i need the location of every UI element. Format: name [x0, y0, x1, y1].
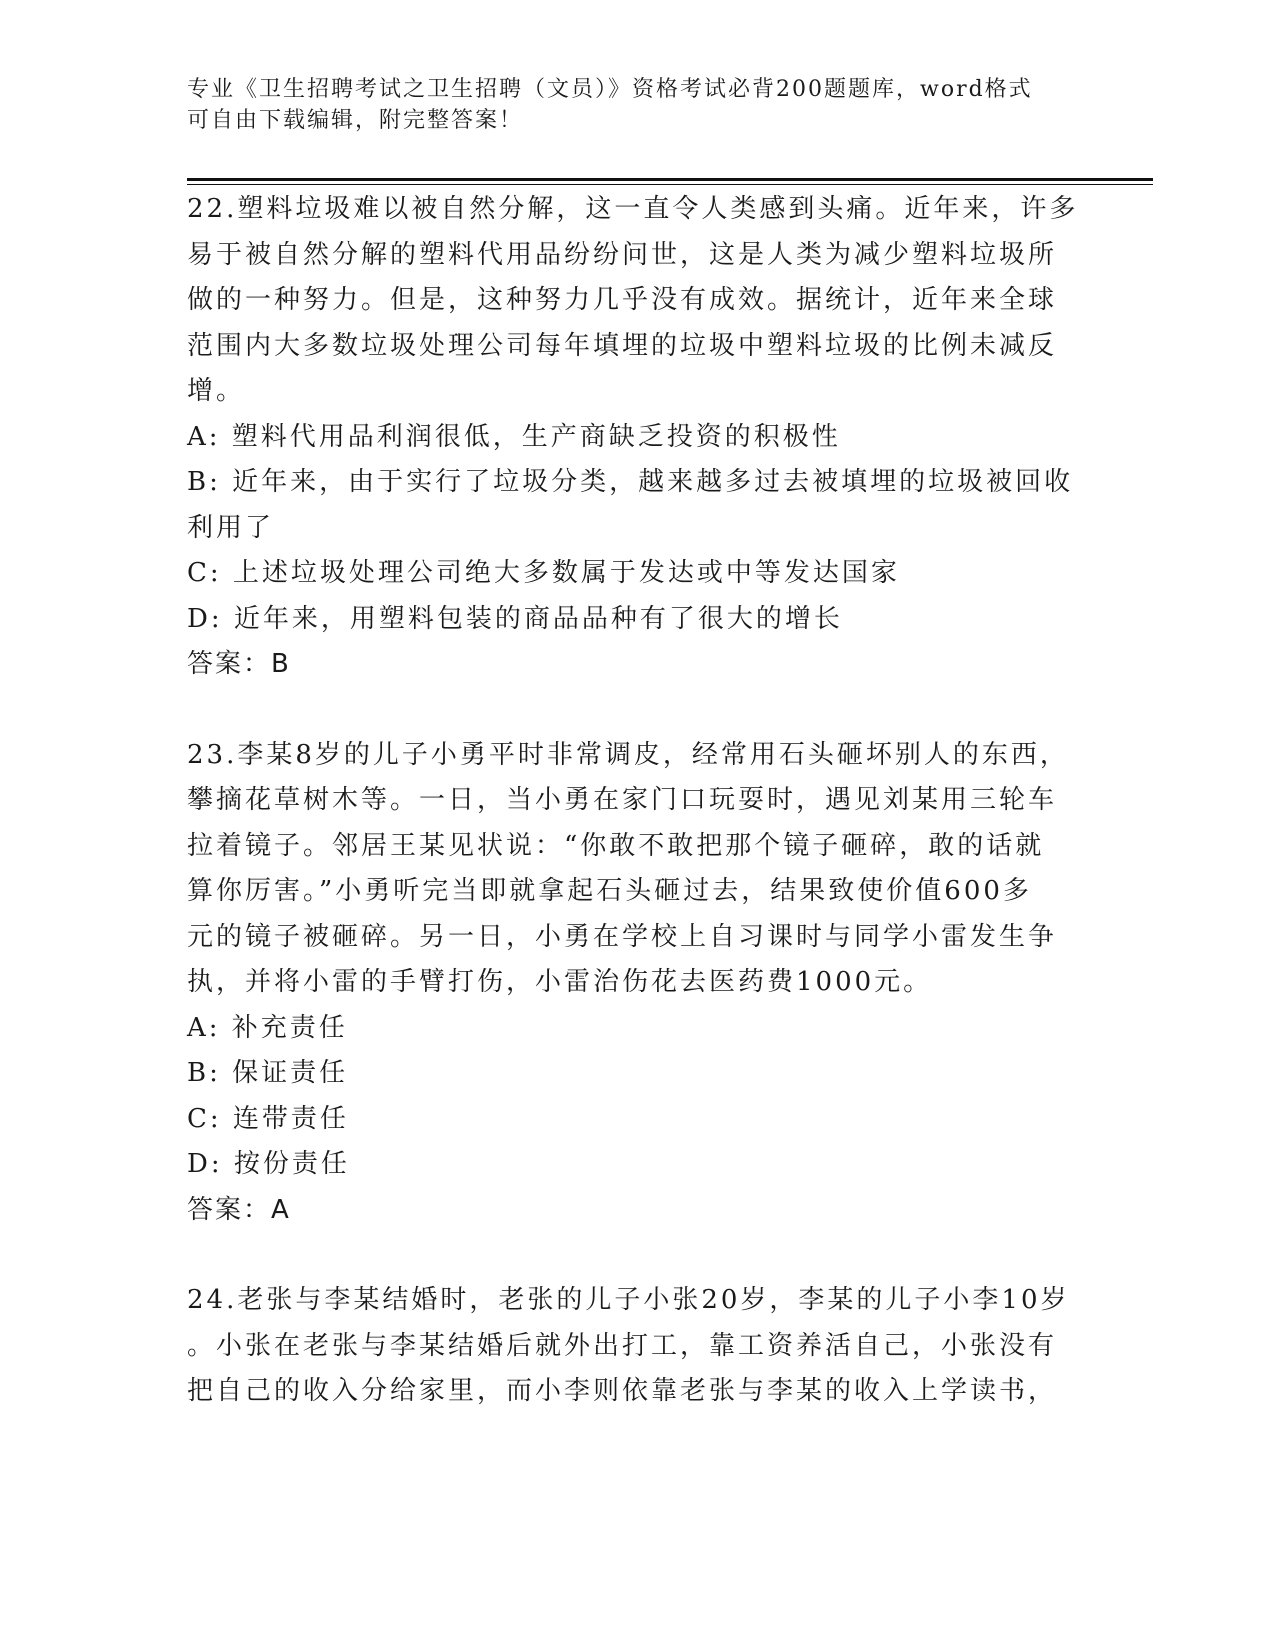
question-22: [187, 187, 1087, 688]
option-c: C: 上述垃圾处理公司绝大多数属于发达或中等发达国家: [187, 558, 900, 588]
option-d: D: 近年来，用塑料包装的商品品种有了很大的增长: [187, 603, 843, 634]
question-stem-line: 把自己的收入分给家里，而小李则依靠老张与李某的收入上学读书，: [187, 1376, 1058, 1406]
question-stem-line: 24.老张与李某结婚时，老张的儿子小张20岁，李某的儿子小李10岁: [187, 1285, 1070, 1315]
header-divider-thick: [187, 178, 1153, 181]
question-stem-line: 算你厉害。”小勇听完当即就拿起石头砸过去，结果致使价值600多: [187, 876, 1032, 906]
header-title-line-2: 可自由下载编辑，附完整答案！: [187, 108, 524, 133]
question-stem-line: 元的镜子被砸碎。另一日，小勇在学校上自习课时与同学小雷发生争: [187, 921, 1058, 952]
question-stem-line: 易于被自然分解的塑料代用品纷纷问世，这是人类为减少塑料垃圾所: [187, 239, 1058, 270]
question-stem-line: 做的一种努力。但是，这种努力几乎没有成效。据统计，近年来全球: [187, 285, 1058, 315]
question-23: [187, 733, 1087, 1234]
document-header: [187, 74, 1067, 136]
option-b-continued: 利用了: [187, 512, 275, 543]
answer-label: 答案：A: [187, 1194, 291, 1225]
question-gap: [187, 688, 1087, 733]
option-a: A: 补充责任: [187, 1012, 348, 1043]
question-stem-line: 拉着镜子。邻居王某见状说：“你敢不敢把那个镜子砸碎，敢的话就: [187, 830, 1045, 861]
question-stem-line: 范围内大多数垃圾处理公司每年填埋的垃圾中塑料垃圾的比例未减反: [187, 330, 1058, 361]
question-stem-line: 22.塑料垃圾难以被自然分解，这一直令人类感到头痛。近年来，许多: [187, 194, 1079, 224]
option-c: C: 连带责任: [187, 1103, 349, 1134]
question-24: [187, 1278, 1087, 1415]
header-title-line-1: 专业《卫生招聘考试之卫生招聘（文员）》资格考试必背200题题库，word格式: [187, 77, 1033, 102]
question-stem-line: 。小张在老张与李某结婚后就外出打工，靠工资养活自己，小张没有: [187, 1330, 1058, 1361]
option-d: D: 按份责任: [187, 1149, 350, 1179]
answer-label: 答案：B: [187, 649, 291, 679]
header-divider-thin: [187, 184, 1153, 185]
question-stem-line: 攀摘花草树木等。一日，当小勇在家门口玩耍时，遇见刘某用三轮车: [187, 785, 1058, 815]
question-gap: [187, 1233, 1087, 1278]
option-a: A: 塑料代用品利润很低，生产商缺乏投资的积极性: [187, 421, 841, 452]
question-stem-line: 23.李某8岁的儿子小勇平时非常调皮，经常用石头砸坏别人的东西，: [187, 739, 1069, 770]
question-list: [187, 187, 1087, 1415]
option-b: B: 保证责任: [187, 1058, 349, 1088]
question-stem-line: 执，并将小雷的手臂打伤，小雷治伤花去医药费1000元。: [187, 967, 933, 997]
option-b: B: 近年来，由于实行了垃圾分类，越来越多过去被填埋的垃圾被回收: [187, 467, 1074, 497]
question-stem-line: 增。: [187, 376, 246, 406]
